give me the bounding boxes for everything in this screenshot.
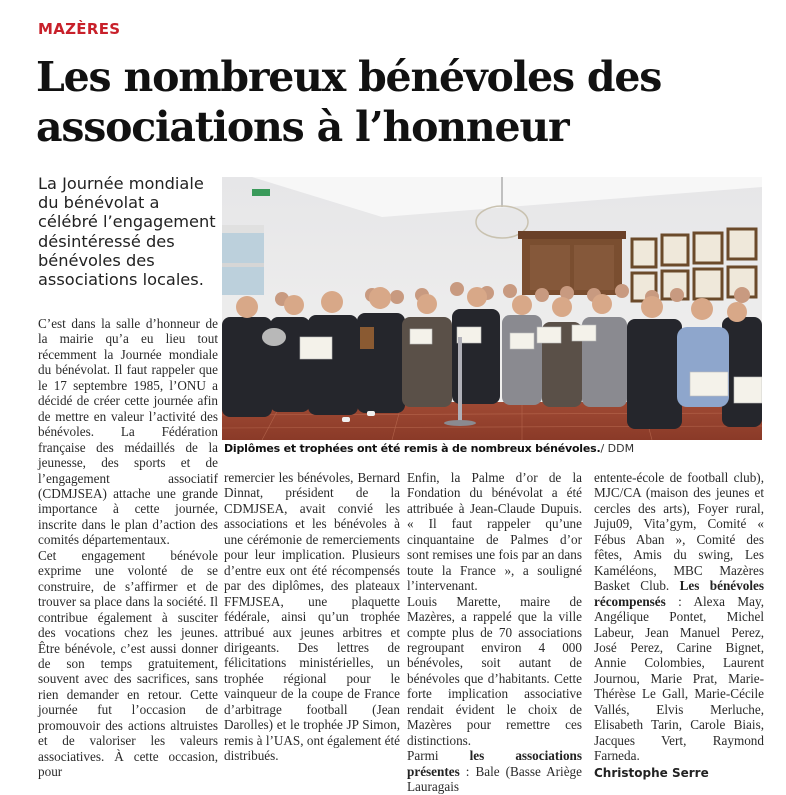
group-photo: [222, 177, 762, 440]
associations-heading: les associations présentes: [407, 748, 582, 779]
body-paragraph: remercier les bénévoles, Bernard Dinnat, président de la CDMJSEA, avait convié les associations et les bénévoles à une cérémonie de remerciements pour leur implication. Plusieurs d’entre eux ont été récompensés par des diplômes, des plateaux FFMJSEA, une plaquette fédérale, ainsi qu’un trophée attribué aux jeunes arbitres et dirigeants. Des lettres de félicitations ministérielles, un trophée régional pour le vainqueur de la coupe de France d’arbitrage football (Jean Darolles) et le trophée JP Simon, remis à l’UAS, ont également été distribués.: [224, 470, 400, 764]
body-paragraph: [407, 748, 582, 794]
article-column-1: [38, 316, 218, 780]
kicker-section-label: MAZÈRES: [38, 20, 121, 38]
chapo-lead-paragraph: La Journée mondiale du bénévolat a célébré l’engagement désintéressé des bénévoles des associations locales.: [38, 174, 216, 290]
headline: Les nombreux bénévoles des associations à l’honneur: [36, 53, 662, 151]
article-column-3: [407, 470, 582, 795]
volunteers-list: : Alexa May, Angélique Pontet, Michel Labeur, Jean Manuel Perez, José Perez, Carine Bignet, Annie Colombies, Laurent Journou, Marie Prat, Marie-Thérèse Le Gall, Marie-Cécile Vallés, Elvis Merluche, Elisabeth Tarin, Carole Biais, Jacques Vert, Raymond Farneda.: [594, 593, 764, 764]
article-column-2: [224, 470, 400, 764]
associations-list-start: : Bale (Basse Ariège Lauragais: [407, 763, 582, 795]
volunteers-heading: Les bénévoles récompensés: [594, 578, 764, 609]
article-column-4: [594, 470, 764, 781]
associations-lead: Parmi: [407, 748, 470, 764]
caption-text: Diplômes et trophées ont été remis à de nombreux bénévoles.: [224, 442, 601, 455]
associations-list-continued: entente-école de football club), MJC/CA (maison des jeunes et cercles des arts), Foyer rural, Juju09, Vita’gym, Comité « Fébus Aban », Comité des fêtes, Amis du swing, Les Kaméléons, MBC Mazères Basket Club.: [594, 470, 764, 594]
photo-credit: / DDM: [600, 442, 635, 455]
body-paragraph: [594, 470, 764, 764]
photo-image: [222, 177, 762, 440]
photo-caption: [224, 442, 764, 455]
body-paragraph: Louis Marette, maire de Mazères, a rappelé que la ville compte plus de 70 associations regroupant environ 4 000 bénévoles, soit autant de bénévoles que d’habitants. Cette forte implication associative rendait évident le choix de Mazères pour remettre ces distinctions.: [407, 593, 582, 748]
body-paragraph: Enfin, la Palme d’or de la Fondation du bénévolat a été attribuée à Jean-Claude Dupuis. « Il faut rappeler qu’une cinquantaine de Palmes d’or sont remises une fois par an dans toute la France », a souligné l’intervenant.: [407, 470, 582, 594]
body-paragraph: Cet engagement bénévole exprime une volonté de se construire, de s’affirmer et de trouver sa place dans la société. Il contribue également à susciter des vocations chez les jeunes. Être bénévole, c’est aussi donner de son temps gratuitement, souvent avec des sacrifices, sans rien demander en retour. Cette journée fut l’occasion de promouvoir des actions altruistes et de valoriser les valeurs associatives. À cette occasion, pour: [38, 547, 218, 780]
body-paragraph: C’est dans la salle d’honneur de la mairie qu’a eu lieu tout récemment la Journée mondiale du bénévolat. Il faut rappeler que le 17 septembre 1985, l’ONU a décidé de créer cette journée afin de mettre en valeur l’activité des bénévoles. La Fédération française des médaillés de la jeunesse, des sports et de l’engagement associatif (CDMJSEA) attache une grande importance à cette journée, inscrite dans le plan d’action des comités départementaux.: [38, 316, 218, 548]
author-signature: Christophe Serre: [594, 765, 709, 780]
